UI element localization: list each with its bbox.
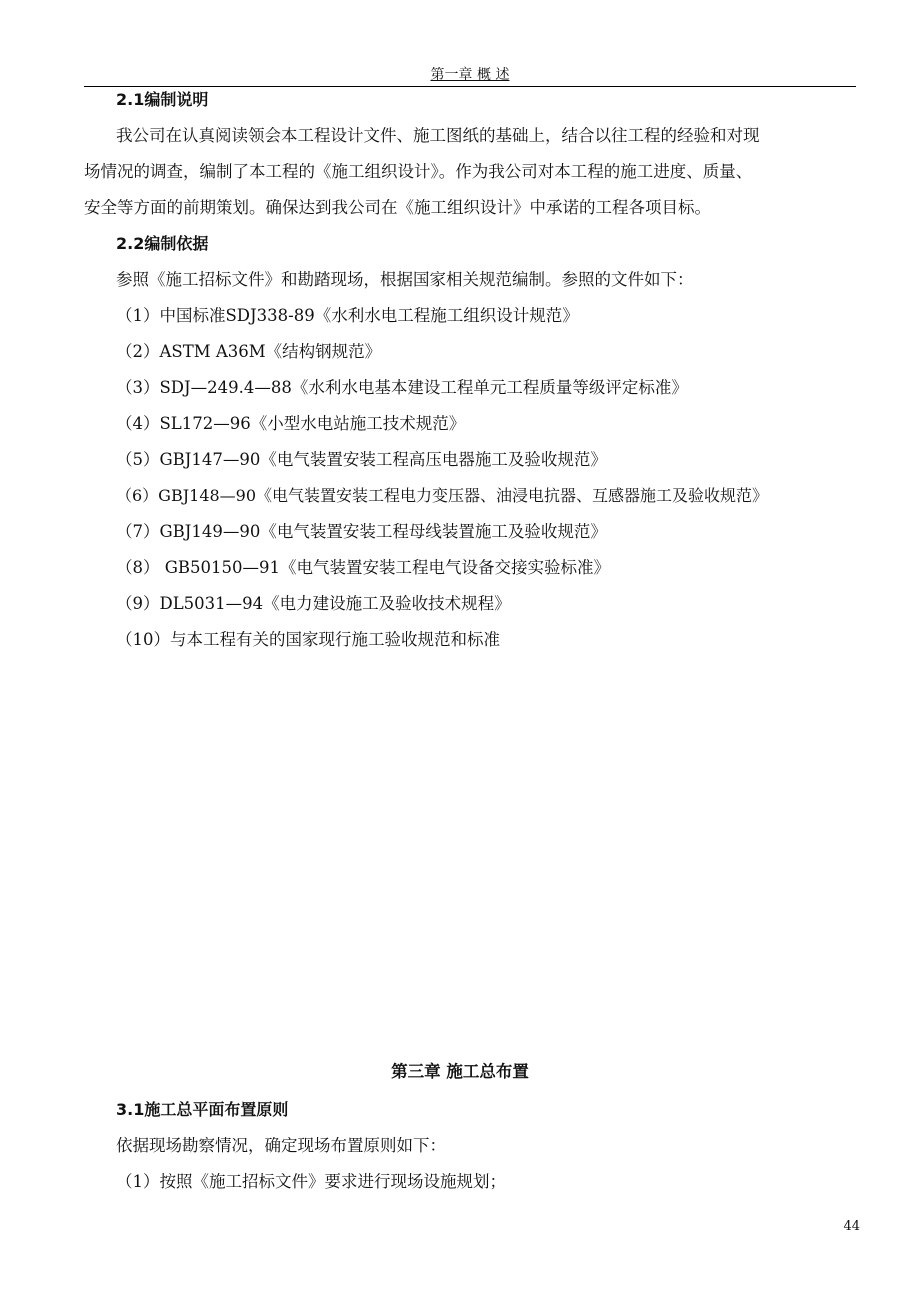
- section-heading-3-1: 3.1施工总平面布置原则: [116, 1100, 289, 1119]
- list-item: （4）SL172—96《小型水电站施工技术规范》: [116, 414, 466, 433]
- page-number: 44: [843, 1219, 860, 1234]
- list-item: （1）中国标准SDJ338-89《水利水电工程施工组织设计规范》: [116, 306, 579, 325]
- list-item: （10）与本工程有关的国家现行施工验收规范和标准: [116, 630, 500, 649]
- paragraph-line: 我公司在认真阅读领会本工程设计文件、施工图纸的基础上，结合以往工程的经验和对现: [116, 126, 760, 145]
- chapter-title: 第三章 施工总布置: [391, 1062, 529, 1081]
- list-item: （6）GBJ148—90《电气装置安装工程电力变压器、油浸电抗器、互感器施工及验收规范》: [116, 486, 769, 505]
- list-item: （5）GBJ147—90《电气装置安装工程高压电器施工及验收规范》: [116, 450, 607, 469]
- header-title: 第一章 概 述: [430, 67, 510, 83]
- list-item: （3）SDJ—249.4—88《水利水电基本建设工程单元工程质量等级评定标准》: [116, 378, 688, 397]
- page-header: [84, 64, 856, 87]
- paragraph-line: 场情况的调查，编制了本工程的《施工组织设计》。作为我公司对本工程的施工进度、质量、: [84, 162, 753, 181]
- paragraph-line: 依据现场勘察情况，确定现场布置原则如下：: [116, 1136, 446, 1155]
- paragraph-line: 参照《施工招标文件》和勘踏现场，根据国家相关规范编制。参照的文件如下：: [116, 270, 694, 289]
- list-item: （8） GB50150—91《电气装置安装工程电气设备交接实验标准》: [116, 558, 611, 577]
- list-item: （2）ASTM A36M《结构钢规范》: [116, 342, 382, 361]
- paragraph-line: 安全等方面的前期策划。确保达到我公司在《施工组织设计》中承诺的工程各项目标。: [84, 198, 711, 217]
- list-item: （1）按照《施工招标文件》要求进行现场设施规划；: [116, 1172, 506, 1191]
- section-heading-2-1: 2.1编制说明: [116, 90, 209, 109]
- list-item: （9）DL5031—94《电力建设施工及验收技术规程》: [116, 594, 511, 613]
- list-item: （7）GBJ149—90《电气装置安装工程母线装置施工及验收规范》: [116, 522, 607, 541]
- section-heading-2-2: 2.2编制依据: [116, 234, 209, 253]
